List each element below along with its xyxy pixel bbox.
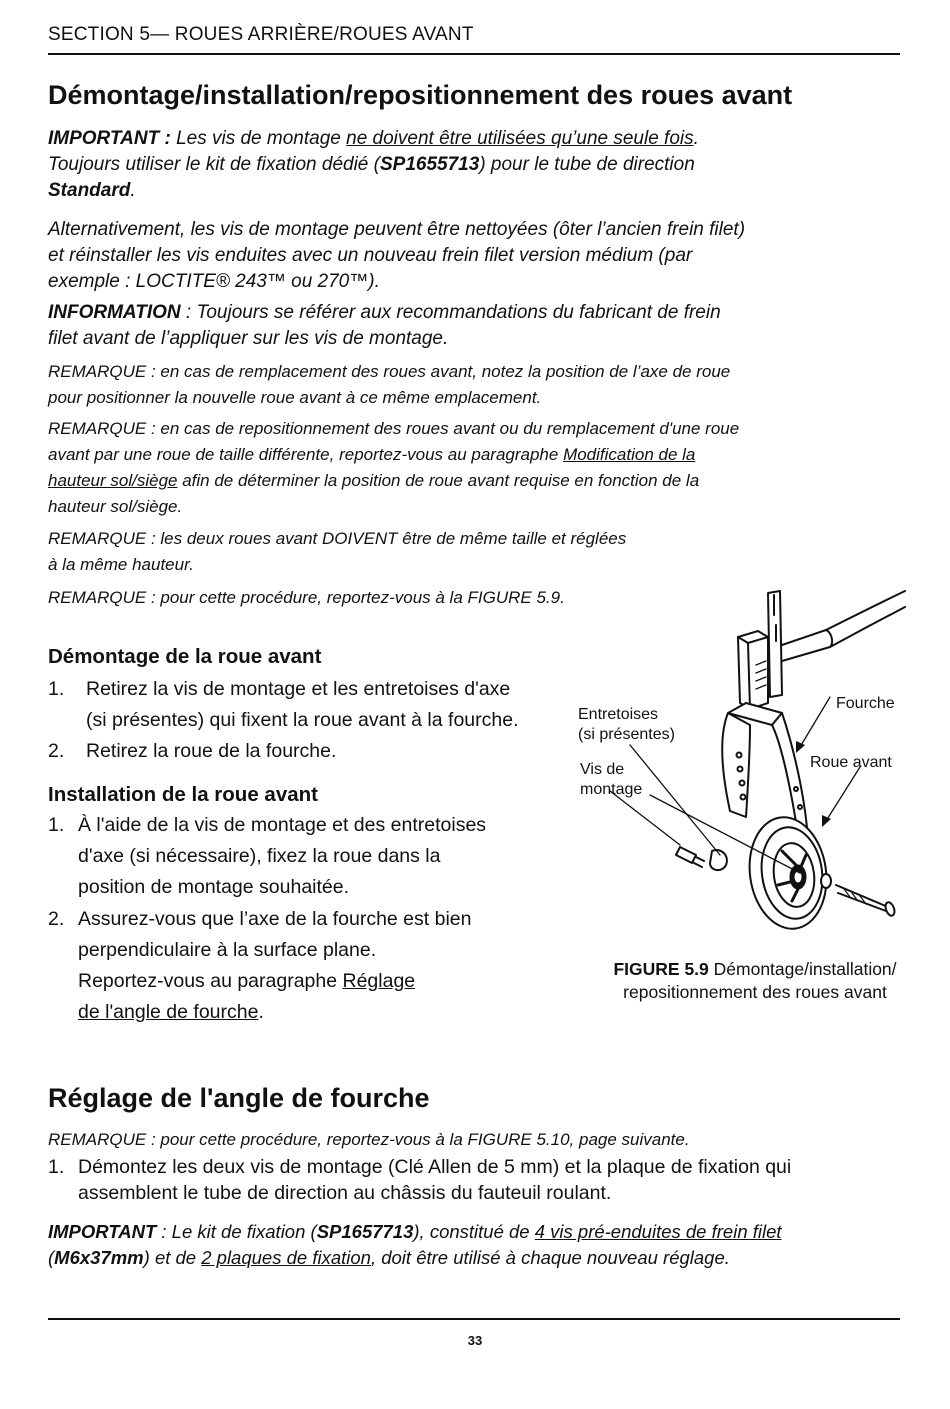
section-header: SECTION 5— ROUES ARRIÈRE/ROUES AVANT — [48, 24, 474, 45]
demontage-heading: Démontage de la roue avant — [48, 645, 322, 668]
figure-number: FIGURE 5.9 — [613, 959, 709, 979]
page-number: 33 — [467, 1333, 483, 1348]
remarque-2: REMARQUE : en cas de repositionnement des roues avant ou du remplacement d'une roue avant par une roue de taille différente, reportez-vous au paragraphe Modification de la hauteur sol/siège afin de déterminer la position de roue avant requise en fonction de la hauteur sol/siège. — [48, 419, 740, 516]
figure-caption: FIGURE 5.9 Démontage/installation/ repositionnement des roues avant — [613, 959, 897, 1002]
label-roue-avant: Roue avant — [810, 754, 892, 771]
frame-arm — [782, 591, 905, 661]
reglage-important: IMPORTANT : Le kit de fixation (SP1657713), constitué de 4 vis pré-enduites de frein filet (M6x37mm) et de 2 plaques de fixation, doit être utilisé à chaque nouveau réglage. — [48, 1221, 782, 1268]
remarque-4: REMARQUE : pour cette procédure, reportez-vous à la FIGURE 5.9. — [48, 588, 565, 607]
remarque-3: REMARQUE : les deux roues avant DOIVENT être de même taille et réglées à la même hauteur. — [48, 529, 627, 574]
header-rule — [48, 53, 900, 55]
important-note: IMPORTANT : Les vis de montage ne doivent être utilisées qu’une seule fois. Toujours utiliser le kit de fixation dédié (SP1655713) pour le tube de direction Standard. — [48, 128, 699, 201]
important-underlined: ne doivent être utilisées qu’une seule fois — [346, 128, 694, 149]
label-entretoises: Entretoises (si présentes) — [578, 706, 675, 743]
link-modification-hauteur[interactable]: Modification de la — [563, 445, 696, 464]
kit-reference-2: SP1657713 — [316, 1221, 414, 1242]
callout-roue — [826, 767, 860, 821]
link-angle-fourche[interactable]: de l'angle de fourche — [78, 1001, 259, 1023]
installation-heading: Installation de la roue avant — [48, 783, 318, 806]
label-vis-de-montage: Vis de montage — [580, 761, 643, 798]
page-title: Démontage/installation/repositionnement des roues avant — [48, 80, 793, 110]
reglage-heading: Réglage de l'angle de fourche — [48, 1083, 430, 1113]
front-wheel — [743, 812, 834, 930]
alternative-paragraph: Alternativement, les vis de montage peuvent être nettoyées (ôter l’ancien frein filet) et réinstaller les vis enduites avec un nouveau frein filet version médium (par exemple : LOCTITE® 243™ ou 270™). — [48, 219, 746, 292]
link-hauteur-sol-siege[interactable]: hauteur sol/siège — [48, 471, 178, 490]
footer-rule — [48, 1318, 900, 1320]
remarque-1: REMARQUE : en cas de remplacement des roues avant, notez la position de l’axe de roue pour positionner la nouvelle roue avant à ce même emplacement. — [48, 362, 731, 407]
information-note: INFORMATION : Toujours se référer aux recommandations du fabricant de frein filet avant de l’appliquer sur les vis de montage. — [48, 302, 721, 349]
reglage-remarque: REMARQUE : pour cette procédure, reportez-vous à la FIGURE 5.10, page suivante. — [48, 1130, 690, 1149]
left-bolt — [676, 847, 696, 863]
label-fourche: Fourche — [836, 695, 895, 712]
link-reglage[interactable]: Réglage — [342, 970, 416, 992]
callout-entretoises — [630, 745, 720, 855]
kit-reference: SP1655713 — [379, 154, 480, 175]
important-label: IMPORTANT : — [48, 128, 171, 149]
callout-fourche — [800, 697, 830, 747]
fork-leg-rear — [722, 713, 750, 817]
